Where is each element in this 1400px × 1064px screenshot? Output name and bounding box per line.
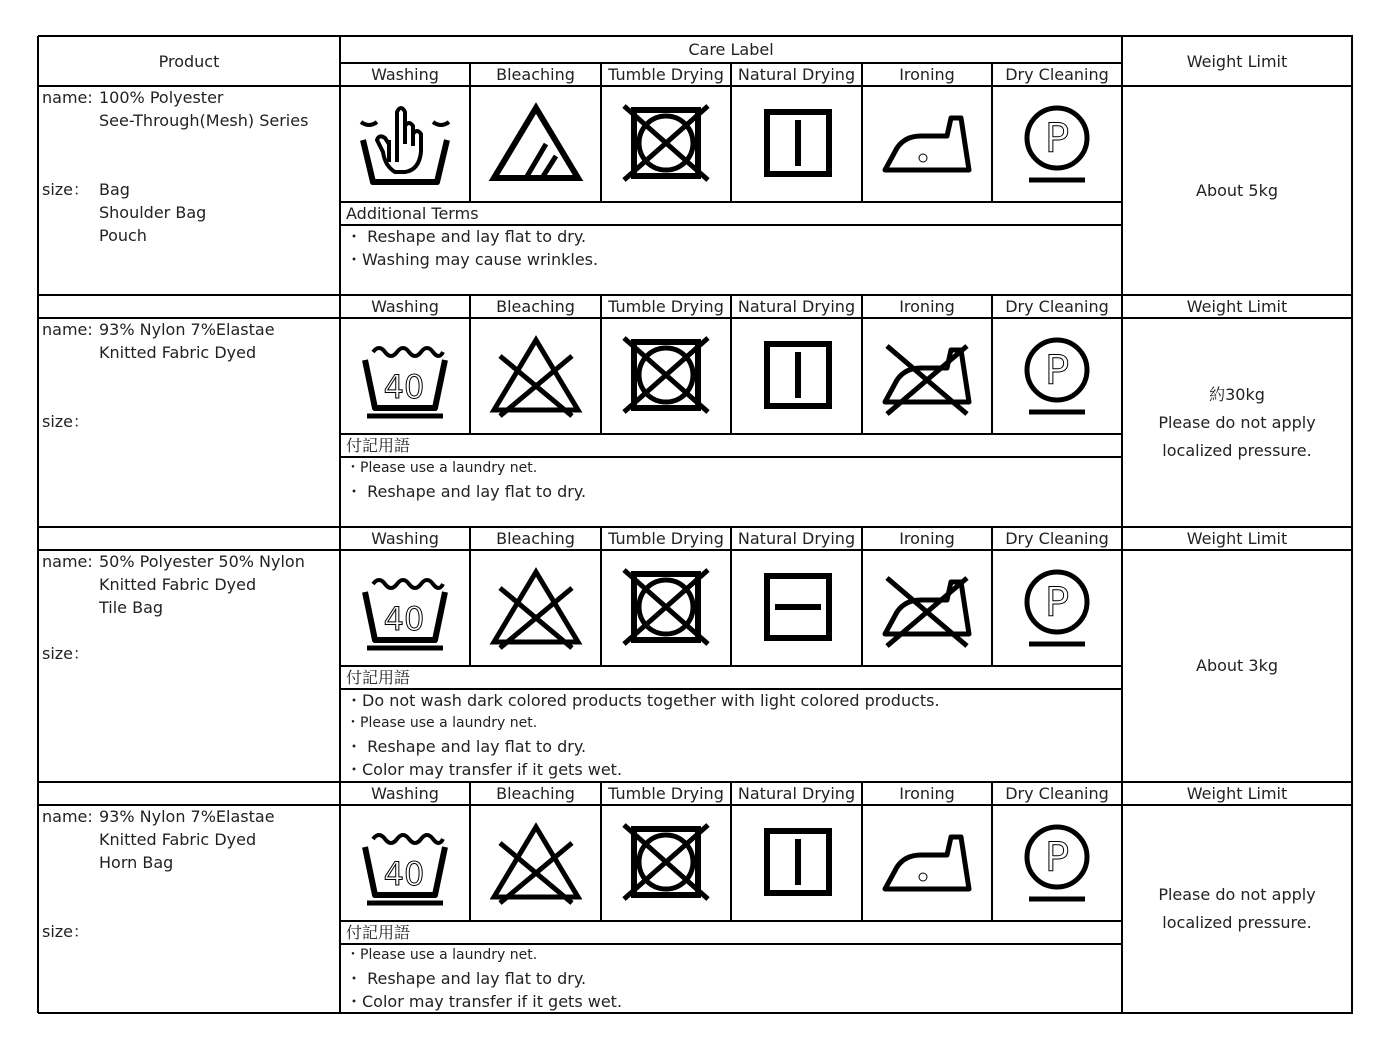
name-label: name: [42, 320, 93, 339]
weight-limit-header [1122, 295, 1352, 318]
table-rule [600, 782, 602, 805]
care-label-header-label: Care Label [688, 40, 774, 59]
natural-drying-line-dry-icon [747, 100, 847, 188]
ironing-low-temperature-icon [877, 819, 977, 907]
additional-terms-title [340, 434, 1122, 457]
bleaching-symbol-cell [470, 550, 601, 666]
table-rule [730, 318, 732, 434]
column-header-bleaching [470, 63, 601, 86]
additional-term-item: ・ Reshape and lay flat to dry. [346, 969, 587, 988]
product-name-line: Knitted Fabric Dyed [99, 830, 257, 849]
table-rule [340, 943, 1123, 945]
additional-terms-title [340, 666, 1122, 689]
weight-limit-cell [1122, 805, 1352, 1013]
table-rule [861, 318, 863, 434]
ironing-symbol-cell [862, 86, 992, 202]
table-rule [469, 527, 471, 550]
additional-terms-list [340, 457, 1122, 527]
svg-text:40: 40 [383, 600, 425, 638]
column-header-dry-cleaning [992, 63, 1122, 86]
column-header-natural-drying [731, 63, 862, 86]
table-rule [1121, 36, 1123, 1013]
column-header-tumble-drying [601, 527, 731, 550]
tumble-drying-symbol-cell [601, 318, 731, 434]
additional-terms-title-label: 付記用語 [346, 668, 411, 687]
additional-terms-title [340, 202, 1122, 225]
size-label: size： [42, 644, 90, 663]
weight-limit-line: 約30kg [1209, 384, 1265, 404]
additional-terms-title-label: 付記用語 [346, 923, 411, 942]
weight-limit-header-label: Weight Limit [1186, 529, 1288, 548]
table-rule [38, 35, 1353, 37]
natural-drying-symbol-cell [731, 550, 862, 666]
table-rule [730, 63, 732, 86]
bleaching-symbol-cell [470, 805, 601, 921]
product-name-line: 93% Nylon 7%Elastae [99, 320, 275, 339]
tumble-drying-prohibited-icon [616, 332, 716, 420]
table-rule [991, 318, 993, 434]
column-header-ironing [862, 527, 992, 550]
natural-drying-line-dry-icon [747, 332, 847, 420]
column-header-label: Tumble Drying [608, 529, 724, 548]
washing-symbol-cell [340, 86, 470, 202]
column-header-tumble-drying [601, 782, 731, 805]
tumble-drying-prohibited-icon [616, 819, 716, 907]
column-header-tumble-drying [601, 295, 731, 318]
table-rule [861, 527, 863, 550]
table-rule [600, 318, 602, 434]
table-rule [38, 294, 1353, 296]
table-rule [861, 295, 863, 318]
table-rule [730, 782, 732, 805]
table-rule [991, 782, 993, 805]
additional-term-item: ・Do not wash dark colored products together with light colored products. [346, 691, 940, 710]
product-size-line: Bag [99, 180, 130, 199]
ironing-prohibited-icon [877, 564, 977, 652]
column-header-label: Tumble Drying [608, 65, 724, 84]
size-label: size： [42, 180, 90, 199]
bleaching-symbol-cell [470, 86, 601, 202]
ironing-prohibited-icon [877, 332, 977, 420]
table-rule [38, 317, 1353, 319]
table-rule [991, 295, 993, 318]
weight-limit-line: About 5kg [1196, 180, 1278, 200]
natural-drying-symbol-cell [731, 805, 862, 921]
table-rule [991, 527, 993, 550]
table-rule [600, 86, 602, 202]
table-rule [38, 804, 1353, 806]
size-label: size： [42, 922, 90, 941]
additional-terms-title-label: Additional Terms [346, 204, 479, 223]
weight-limit-header-label: Weight Limit [1186, 297, 1288, 316]
column-header-bleaching [470, 527, 601, 550]
washing-symbol-cell [340, 550, 470, 666]
product-cell [38, 805, 340, 1013]
column-header-label: Washing [371, 784, 439, 803]
table-rule [340, 456, 1123, 458]
table-rule [469, 63, 471, 86]
weight-limit-header [1122, 36, 1352, 86]
washing-40-gentle-icon [355, 332, 455, 420]
dry-cleaning-p-icon [1007, 819, 1107, 907]
product-name-line: Tile Bag [99, 598, 164, 617]
bleaching-symbol-cell [470, 318, 601, 434]
dry-cleaning-symbol-cell [992, 550, 1122, 666]
table-rule [730, 550, 732, 666]
column-header-label: Washing [371, 529, 439, 548]
ironing-symbol-cell [862, 805, 992, 921]
column-header-label: Bleaching [496, 297, 575, 316]
name-label: name: [42, 88, 93, 107]
column-header-bleaching [470, 782, 601, 805]
column-header-label: Washing [371, 65, 439, 84]
table-rule [600, 527, 602, 550]
weight-limit-header-label: Weight Limit [1186, 51, 1288, 71]
table-rule [861, 86, 863, 202]
natural-drying-symbol-cell [731, 318, 862, 434]
tumble-drying-prohibited-icon [616, 100, 716, 188]
column-header-label: Tumble Drying [608, 784, 724, 803]
product-name-line: Knitted Fabric Dyed [99, 575, 257, 594]
svg-text:P: P [1044, 348, 1070, 394]
name-label: name: [42, 807, 93, 826]
column-header-label: Bleaching [496, 65, 575, 84]
column-header-dry-cleaning [992, 782, 1122, 805]
dry-cleaning-symbol-cell [992, 86, 1122, 202]
weight-limit-header [1122, 527, 1352, 550]
column-header-label: Dry Cleaning [1005, 784, 1109, 803]
column-header-label: Dry Cleaning [1005, 297, 1109, 316]
tumble-drying-symbol-cell [601, 805, 731, 921]
column-header-natural-drying [731, 295, 862, 318]
table-rule [469, 295, 471, 318]
dry-cleaning-p-icon [1007, 564, 1107, 652]
product-name-line: 93% Nylon 7%Elastae [99, 807, 275, 826]
table-rule [730, 805, 732, 921]
product-name-line: 100% Polyester [99, 88, 224, 107]
table-rule [469, 86, 471, 202]
weight-limit-line: Please do not apply [1158, 885, 1316, 904]
tumble-drying-symbol-cell [601, 86, 731, 202]
column-header-washing [340, 295, 470, 318]
table-rule [991, 805, 993, 921]
dry-cleaning-symbol-cell [992, 318, 1122, 434]
product-name-line: See-Through(Mesh) Series [99, 111, 309, 130]
table-rule [1351, 36, 1353, 1013]
additional-term-item: ・Color may transfer if it gets wet. [346, 992, 623, 1011]
product-header [38, 36, 340, 86]
column-header-natural-drying [731, 527, 862, 550]
table-rule [38, 549, 1353, 551]
table-rule [340, 224, 1123, 226]
natural-drying-flat-dry-icon [747, 564, 847, 652]
product-size-line: Pouch [99, 226, 147, 245]
table-rule [469, 805, 471, 921]
weight-limit-cell [1122, 318, 1352, 527]
product-cell [38, 550, 340, 782]
table-rule [991, 86, 993, 202]
table-rule [37, 36, 39, 1013]
weight-limit-cell [1122, 86, 1352, 295]
table-rule [469, 550, 471, 666]
weight-limit-line: Please do not apply [1158, 412, 1316, 432]
column-header-label: Ironing [899, 529, 955, 548]
column-header-washing [340, 527, 470, 550]
svg-text:40: 40 [383, 855, 425, 893]
product-cell [38, 318, 340, 527]
product-header-label: Product [158, 51, 220, 71]
table-rule [339, 36, 341, 1013]
table-rule [38, 781, 1353, 783]
column-header-label: Bleaching [496, 529, 575, 548]
table-rule [469, 782, 471, 805]
bleaching-prohibited-icon [486, 332, 586, 420]
table-rule [730, 86, 732, 202]
column-header-dry-cleaning [992, 295, 1122, 318]
additional-term-item: ・Please use a laundry net. [346, 460, 538, 476]
table-rule [600, 550, 602, 666]
column-header-label: Tumble Drying [608, 297, 724, 316]
dry-cleaning-symbol-cell [992, 805, 1122, 921]
table-rule [730, 295, 732, 318]
washing-symbol-cell [340, 805, 470, 921]
column-header-dry-cleaning [992, 527, 1122, 550]
column-header-label: Natural Drying [737, 529, 856, 548]
weight-limit-header-label: Weight Limit [1186, 784, 1288, 803]
column-header-tumble-drying [601, 63, 731, 86]
column-header-label: Washing [371, 297, 439, 316]
column-header-washing [340, 782, 470, 805]
svg-text:40: 40 [383, 368, 425, 406]
table-rule [600, 63, 602, 86]
table-rule [469, 318, 471, 434]
washing-symbol-cell [340, 318, 470, 434]
additional-terms-title [340, 921, 1122, 944]
table-rule [861, 782, 863, 805]
natural-drying-symbol-cell [731, 86, 862, 202]
additional-term-item: ・Please use a laundry net. [346, 947, 538, 963]
size-label: size： [42, 412, 90, 431]
additional-term-item: ・ Reshape and lay flat to dry. [346, 227, 587, 246]
column-header-washing [340, 63, 470, 86]
column-header-label: Dry Cleaning [1005, 65, 1109, 84]
svg-text:P: P [1044, 835, 1070, 881]
additional-term-item: ・Color may transfer if it gets wet. [346, 760, 623, 779]
table-rule [861, 805, 863, 921]
ironing-symbol-cell [862, 318, 992, 434]
washing-40-gentle-icon [355, 564, 455, 652]
natural-drying-line-dry-icon [747, 819, 847, 907]
product-name-line: 50% Polyester 50% Nylon [99, 552, 305, 571]
additional-term-item: ・ Reshape and lay flat to dry. [346, 482, 587, 501]
product-name-line: Horn Bag [99, 853, 174, 872]
additional-terms-title-label: 付記用語 [346, 436, 411, 455]
additional-term-item: ・Please use a laundry net. [346, 715, 538, 731]
table-rule [600, 805, 602, 921]
ironing-symbol-cell [862, 550, 992, 666]
table-rule [38, 85, 1353, 87]
table-rule [991, 550, 993, 666]
dry-cleaning-p-icon [1007, 332, 1107, 420]
column-header-ironing [862, 63, 992, 86]
care-label-header [340, 36, 1122, 63]
washing-hand-wash-icon [355, 100, 455, 188]
product-name-line: Knitted Fabric Dyed [99, 343, 257, 362]
column-header-label: Natural Drying [737, 65, 856, 84]
column-header-bleaching [470, 295, 601, 318]
washing-40-gentle-icon [355, 819, 455, 907]
weight-limit-line: localized pressure. [1162, 913, 1312, 932]
column-header-label: Ironing [899, 297, 955, 316]
ironing-low-temperature-icon [877, 100, 977, 188]
additional-term-item: ・ Reshape and lay flat to dry. [346, 737, 587, 756]
svg-text:P: P [1044, 580, 1070, 626]
column-header-natural-drying [731, 782, 862, 805]
column-header-ironing [862, 295, 992, 318]
weight-limit-line: About 3kg [1196, 656, 1278, 675]
column-header-label: Natural Drying [737, 784, 856, 803]
table-rule [38, 526, 1353, 528]
table-rule [861, 550, 863, 666]
svg-text:P: P [1044, 116, 1070, 162]
column-header-label: Dry Cleaning [1005, 529, 1109, 548]
table-rule [38, 1012, 1353, 1014]
weight-limit-header [1122, 782, 1352, 805]
table-rule [340, 688, 1123, 690]
column-header-label: Natural Drying [737, 297, 856, 316]
column-header-label: Ironing [899, 65, 955, 84]
column-header-label: Bleaching [496, 784, 575, 803]
product-cell [38, 86, 340, 295]
column-header-ironing [862, 782, 992, 805]
name-label: name: [42, 552, 93, 571]
bleaching-non-chlorine-only-icon [486, 100, 586, 188]
table-rule [600, 295, 602, 318]
product-size-line: Shoulder Bag [99, 203, 207, 222]
additional-terms-list [340, 225, 1122, 295]
tumble-drying-prohibited-icon [616, 564, 716, 652]
table-rule [730, 527, 732, 550]
weight-limit-line: localized pressure. [1162, 440, 1312, 460]
additional-terms-list [340, 944, 1122, 1013]
dry-cleaning-p-icon [1007, 100, 1107, 188]
weight-limit-cell [1122, 550, 1352, 782]
bleaching-prohibited-icon [486, 819, 586, 907]
table-rule [991, 63, 993, 86]
tumble-drying-symbol-cell [601, 550, 731, 666]
additional-terms-list [340, 689, 1122, 782]
bleaching-prohibited-icon [486, 564, 586, 652]
table-rule [861, 63, 863, 86]
column-header-label: Ironing [899, 784, 955, 803]
additional-term-item: ・Washing may cause wrinkles. [346, 250, 599, 269]
